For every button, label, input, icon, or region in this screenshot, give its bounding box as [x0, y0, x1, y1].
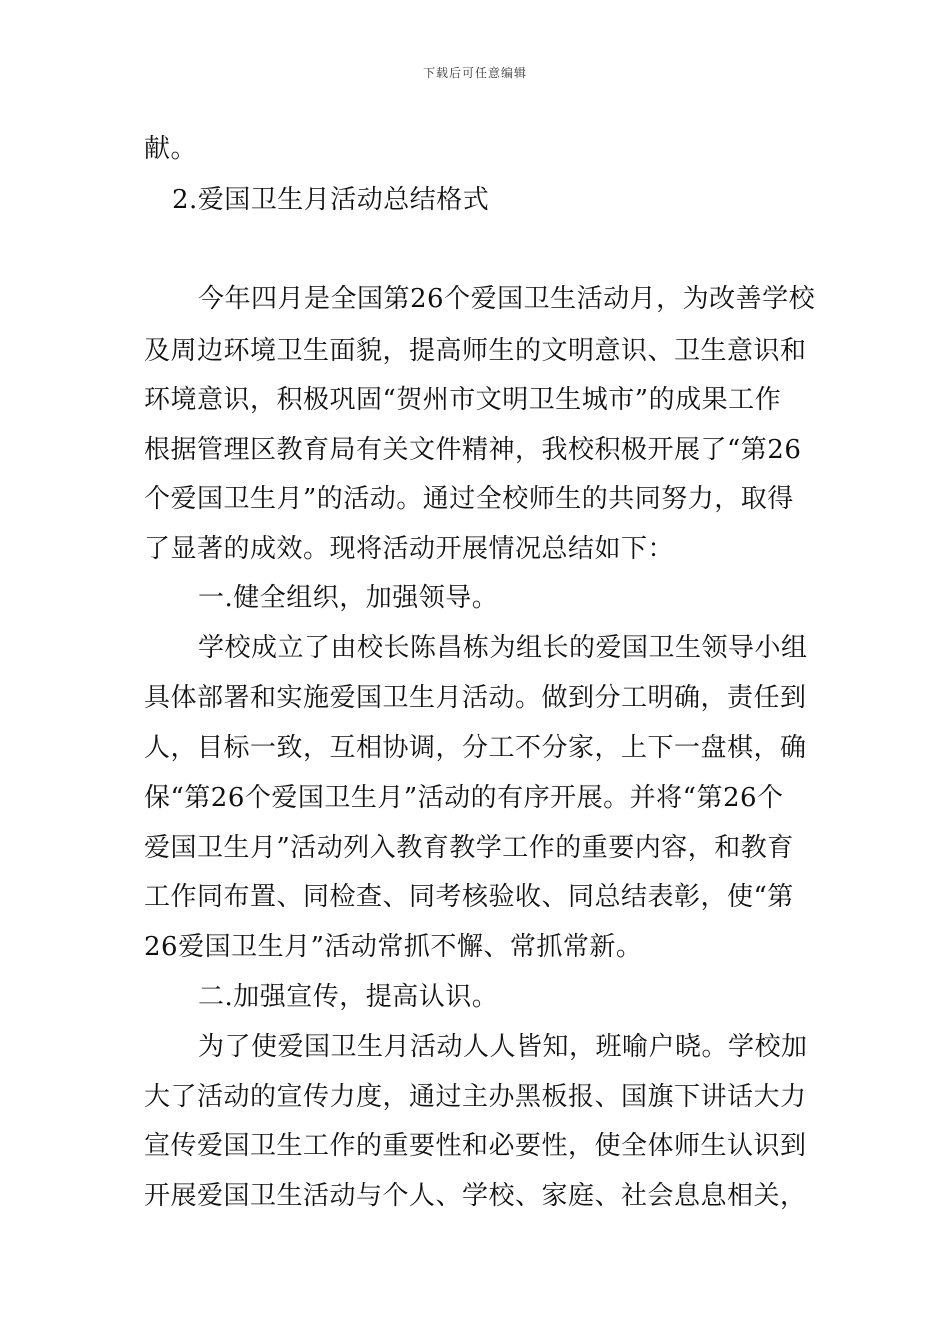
paragraph-line: 工作同布置、同检查、同考核验收、同总结表彰，使“第 [144, 882, 794, 912]
paragraph-line: 为了使爱国卫生月活动人人皆知，班喻户晓。学校加 [198, 1032, 808, 1062]
section-heading: 2.爱国卫生月活动总结格式 [172, 185, 490, 215]
text-line: 献。 [144, 134, 198, 164]
page-header: 下载后可任意编辑 [422, 66, 527, 80]
paragraph-line: 个爱国卫生月”的活动。通过全校师生的共同努力，取得 [144, 484, 794, 514]
paragraph-line: 宣传爱国卫生工作的重要性和必要性，使全体师生认识到 [144, 1131, 807, 1161]
paragraph-line: 了显著的成效。现将活动开展情况总结如下： [144, 534, 675, 564]
paragraph-line: 保“第26个爱国卫生月”活动的有序开展。并将“第26个 [144, 783, 784, 813]
paragraph-line: 今年四月是全国第26个爱国卫生活动月，为改善学校 [198, 284, 816, 314]
paragraph-line: 及周边环境卫生面貌，提高师生的文明意识、卫生意识和 [144, 336, 807, 366]
subheading: 一.健全组织，加强领导。 [198, 583, 499, 613]
paragraph-line: 爱国卫生月”活动列入教育教学工作的重要内容，和教育 [144, 833, 794, 863]
paragraph-line: 环境意识，积极巩固“贺州市文明卫生城市”的成果工作 [144, 385, 782, 415]
paragraph-line: 人，目标一致，互相协调，分工不分家，上下一盘棋，确 [144, 733, 807, 763]
paragraph-line: 开展爱国卫生活动与个人、学校、家庭、社会息息相关， [144, 1181, 807, 1211]
subheading: 二.加强宣传，提高认识。 [198, 982, 499, 1012]
paragraph-line: 学校成立了由校长陈昌栋为组长的爱国卫生领导小组 [198, 633, 808, 663]
paragraph-line: 大了活动的宣传力度，通过主办黑板报、国旗下讲话大力 [144, 1082, 807, 1112]
paragraph-line: 根据管理区教育局有关文件精神，我校积极开展了“第26 [144, 435, 802, 465]
paragraph-line: 26爱国卫生月”活动常抓不懈、常抓常新。 [144, 932, 643, 962]
paragraph-line: 具体部署和实施爱国卫生月活动。做到分工明确，责任到 [144, 683, 807, 713]
